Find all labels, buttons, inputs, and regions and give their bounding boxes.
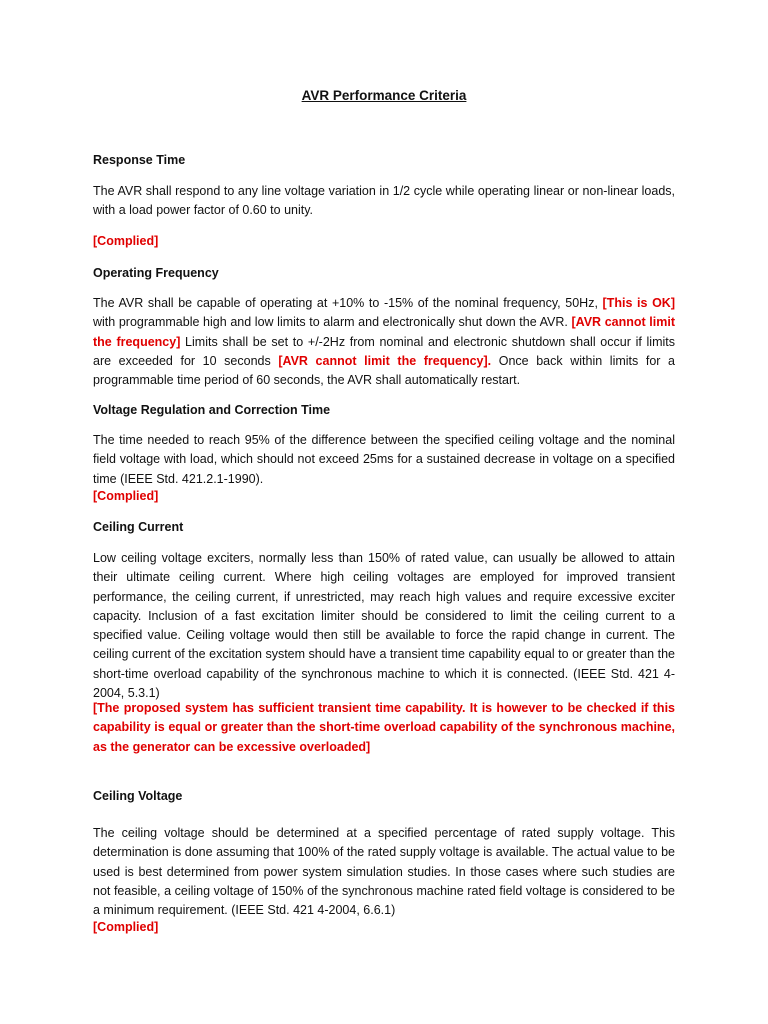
paragraph-ceiling-voltage: The ceiling voltage should be determined at a specified percentage of rated supply voltage. This determination is done assuming that 100% of the rated supply voltage is available. The actual value to be used is best determined from power system simulation studies. In those cases where such studies are not feasible, a ceiling voltage of 150% of the synchronous machine rated field voltage is considered to be a minimum requirement. (IEEE Std. 421 4-2004, 6.6.1) — [93, 826, 675, 918]
section-heading-ceiling-voltage: Ceiling Voltage — [93, 789, 183, 803]
text-run: The AVR shall be capable of operating at +10% to -15% of the nominal frequency, 50Hz, — [93, 296, 603, 310]
note-avr-cannot-limit-2: [AVR cannot limit the frequency]. — [278, 353, 492, 368]
note-this-is-ok: [This is OK] — [602, 296, 675, 310]
status-complied-ceiling-voltage: [Complied] — [93, 920, 159, 934]
text-run: with programmable high and low limits to alarm and electronically shut down the AVR. — [93, 315, 572, 330]
note-ceiling-current: [The proposed system has sufficient transient time capability. It is however to be checked if this capability is equal or greater than the short-time overload capability of the synchronous machine, as the generator can be excessive overloaded] — [93, 701, 675, 754]
page-title: AVR Performance Criteria — [301, 88, 467, 103]
section-heading-response-time: Response Time — [93, 153, 186, 167]
paragraph-operating-frequency — [93, 294, 675, 390]
section-heading-ceiling-current: Ceiling Current — [93, 520, 184, 534]
paragraph-ceiling-current: Low ceiling voltage exciters, normally less than 150% of rated value, can usually be allowed to attain their ultimate ceiling current. Where high ceiling voltages are employed for improved transient performance, the ceiling current, if unrestricted, may reach high values and require excessive exciter capacity. Inclusion of a fast excitation limiter should be considered to limit the ceiling current to a specified value. Ceiling voltage would then still be available to force the rapid change in current. The ceiling current of the excitation system should have a transient time capability equal to or greater than the short-time overload capability of the synchronous machine to which it is connected. (IEEE Std. 421 4-2004, 5.3.1) — [93, 551, 675, 701]
text-run: Once back within limits for a programmable time period of 60 seconds, the AVR shall automatically restart. — [93, 353, 675, 388]
paragraph-response-time: The AVR shall respond to any line voltage variation in 1/2 cycle while operating linear or non-linear loads, with a load power factor of 0.60 to unity. — [93, 184, 675, 218]
status-complied-voltage-regulation: [Complied] — [93, 489, 159, 503]
paragraph-voltage-regulation: The time needed to reach 95% of the difference between the specified ceiling voltage and the nominal field voltage with load, which should not exceed 25ms for a sustained decrease in voltage on a specified time (IEEE Std. 421.2.1-1990). — [93, 433, 675, 486]
status-complied-response-time: [Complied] — [93, 234, 159, 248]
note-avr-cannot-limit-1: [AVR cannot limit the frequency] — [93, 315, 675, 349]
section-heading-operating-frequency: Operating Frequency — [93, 266, 219, 280]
section-heading-voltage-regulation: Voltage Regulation and Correction Time — [93, 403, 331, 417]
text-run: Limits shall be set to +/-2Hz from nominal and electronic shutdown shall occur if limits are exceeded for 10 seconds — [93, 334, 675, 368]
